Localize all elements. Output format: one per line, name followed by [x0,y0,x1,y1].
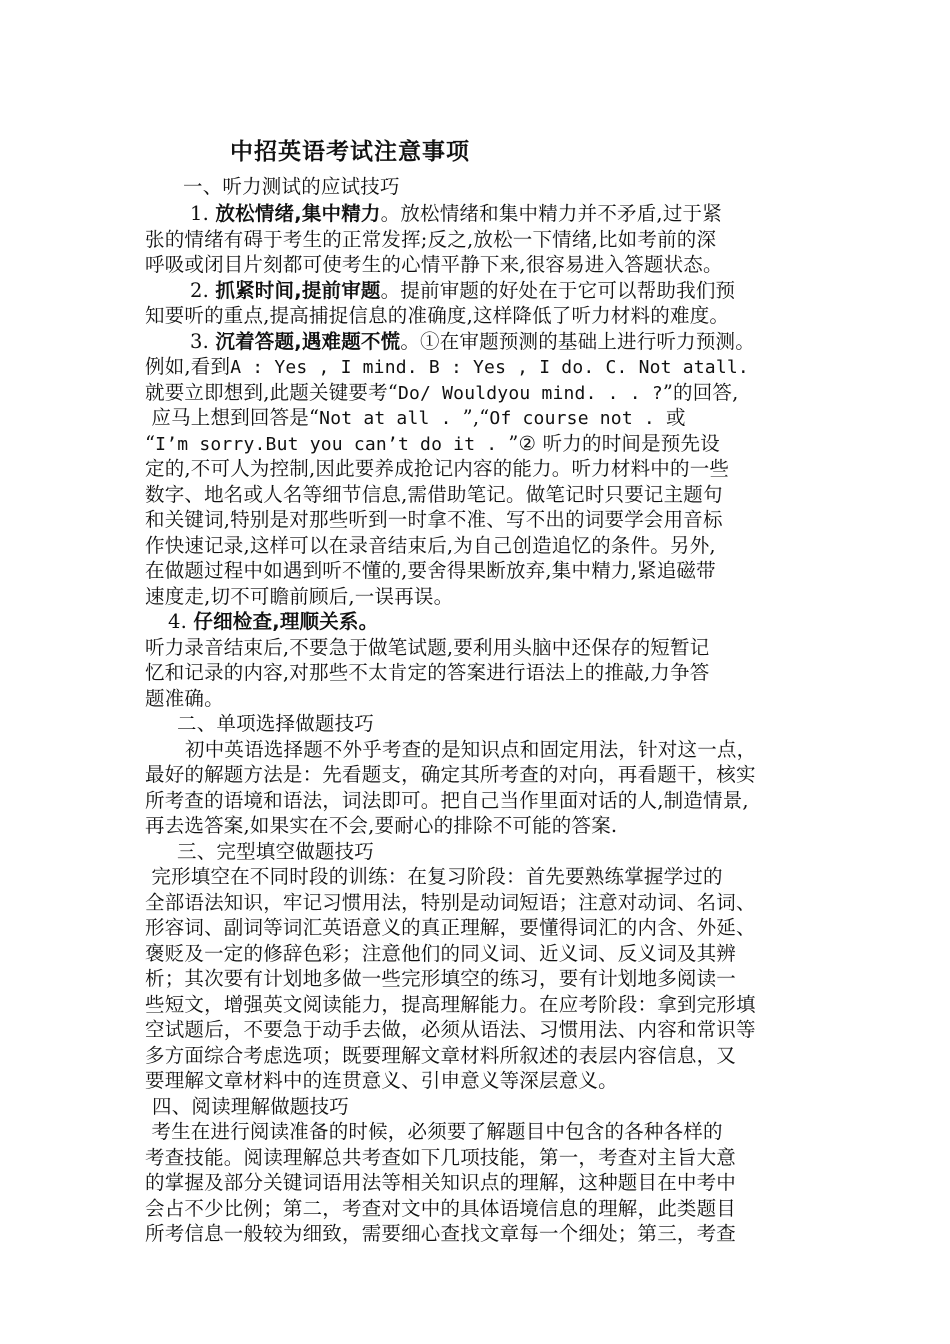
paragraph-line: 作快速记录,这样可以在录音结束后,为自己创造追忆的条件。另外, [145,534,716,557]
paragraph-text: 。放松情绪和集中精力并不矛盾,过于紧 [380,202,722,225]
paragraph-line: 速度走,切不可瞻前顾后,一误再误。 [145,585,454,608]
english-text: Do/ Wouldyou mind. . . ? [397,383,663,404]
paragraph-line: 考生在进行阅读准备的时候，必须要了解题目中包含的各种各样的 [145,1120,723,1143]
paragraph-text: 。①在审题预测的基础上进行听力预测。 [400,330,755,353]
paragraph-line [145,405,686,432]
paragraph-line: 最好的解题方法是：先看题支，确定其所考查的对向，再看题干，核实 [145,763,756,786]
paragraph-text: ”,“ [462,406,490,429]
paragraph-line: 考查技能。阅读理解总共考查如下几项技能，第一，考查对主旨大意 [145,1146,737,1169]
paragraph-line: 空试题后，不要急于动手去做，必须从语法、习惯用法、内容和常识等 [145,1018,756,1041]
item-heading: 抓紧时间,提前审题 [215,279,381,302]
english-text: Of course not . [489,408,666,429]
paragraph-line: 所考查的语境和语法，词法即可。把自己当作里面对话的人,制造情景, [145,789,749,812]
item-number: 2. [190,279,216,302]
paragraph-text: 应马上想到回答是“ [145,406,320,429]
paragraph-line [190,201,722,227]
english-text: I’m sorry.But you can’t do it . [155,434,509,455]
paragraph-line: 多方面综合考虑选项；既要理解文章材料所叙述的表层内容信息，又 [145,1044,737,1067]
paragraph-line: 要理解文章材料中的连贯意义、引申意义等深层意义。 [145,1069,618,1092]
item-number: 4. [168,610,194,633]
section-heading: 二、单项选择做题技巧 [177,712,375,735]
paragraph-line: 初中英语选择题不外乎考查的是知识点和固定用法，针对这一点， [185,738,757,761]
page-title: 中招英语考试注意事项 [230,139,470,165]
paragraph-text: “ [145,432,156,455]
paragraph-line: 和关键词,特别是对那些听到一时拿不准、写不出的词要学会用音标 [145,508,723,531]
paragraph-text: 例如,看到 [145,355,231,378]
paragraph-line [190,278,735,304]
english-text: Not at all . [319,408,463,429]
paragraph-line [145,431,720,458]
paragraph-line: 些短文，增强英文阅读能力，提高理解能力。在应考阶段：拿到完形填 [145,993,756,1016]
paragraph-line: 所考信息一般较为细致，需要细心查找文章每一个细处；第三，考查 [145,1222,737,1245]
paragraph-line: 张的情绪有碍于考生的正常发挥;反之,放松一下情绪,比如考前的深 [145,228,717,251]
paragraph-line: 题准确。 [145,687,224,710]
item-heading: 仔细检查,理顺关系。 [193,610,379,633]
paragraph-line: 褒贬及一定的修辞色彩；注意他们的同义词、近义词、反义词及其辨 [145,942,737,965]
paragraph-text: ”② 听力的时间是预先设 [508,432,720,455]
paragraph-text: 或 [666,406,686,429]
paragraph-line: 听力录音结束后,不要急于做笔试题,要利用头脑中还保存的短暂记 [145,636,710,659]
paragraph-text: 就要立即想到,此题关键要考“ [145,381,398,404]
english-text: A : Yes , I mind. B : Yes , I do. C. Not atall. [230,357,749,378]
paragraph-line: 忆和记录的内容,对那些不太肯定的答案进行语法上的推敲,力争答 [145,661,710,684]
paragraph-line [168,609,378,635]
paragraph-line: 定的,不可人为控制,因此要养成抢记内容的能力。听力材料中的一些 [145,457,730,480]
paragraph-line: 在做题过程中如遇到听不懂的,要舍得果断放弃,集中精力,紧追磁带 [145,559,716,582]
paragraph-line: 会占不少比例；第二，考查对文中的具体语境信息的理解，此类题目 [145,1197,737,1220]
paragraph-line: 知要听的重点,提高捕捉信息的准确度,这样降低了听力材料的难度。 [145,304,730,327]
item-number: 3. [190,330,216,353]
paragraph-line: 呼吸或闭目片刻都可使考生的心情平静下来,很容易进入答题状态。 [145,253,723,276]
section-heading: 四、阅读理解做题技巧 [152,1095,350,1118]
item-number: 1. [190,202,216,225]
paragraph-line: 数字、地名或人名等细节信息,需借助笔记。做笔记时只要记主题句 [145,483,723,506]
section-heading: 一、听力测试的应试技巧 [183,175,400,198]
paragraph-line: 的掌握及部分关键词语用法等相关知识点的理解，这种题目在中考中 [145,1171,737,1194]
paragraph-text: 。提前审题的好处在于它可以帮助我们预 [380,279,736,302]
paragraph-line: 形容词、副词等词汇英语意义的真正理解，要懂得词汇的内含、外延、 [145,916,756,939]
paragraph-line [190,329,755,355]
paragraph-line: 完形填空在不同时段的训练：在复习阶段：首先要熟练掌握学过的 [145,865,723,888]
paragraph-line [145,380,739,407]
paragraph-line: 析；其次要有计划地多做一些完形填空的练习，要有计划地多阅读一 [145,967,737,990]
paragraph-text: ”的回答, [662,381,739,404]
paragraph-line: 全部语法知识，牢记习惯用法，特别是动词短语；注意对动词、名词、 [145,891,756,914]
section-heading: 三、完型填空做题技巧 [177,840,375,863]
paragraph-line [145,354,749,381]
item-heading: 沉着答题,遇难题不慌 [215,330,401,353]
item-heading: 放松情绪,集中精力 [215,202,381,225]
paragraph-line: 再去选答案,如果实在不会,要耐心的排除不可能的答案. [145,814,618,837]
